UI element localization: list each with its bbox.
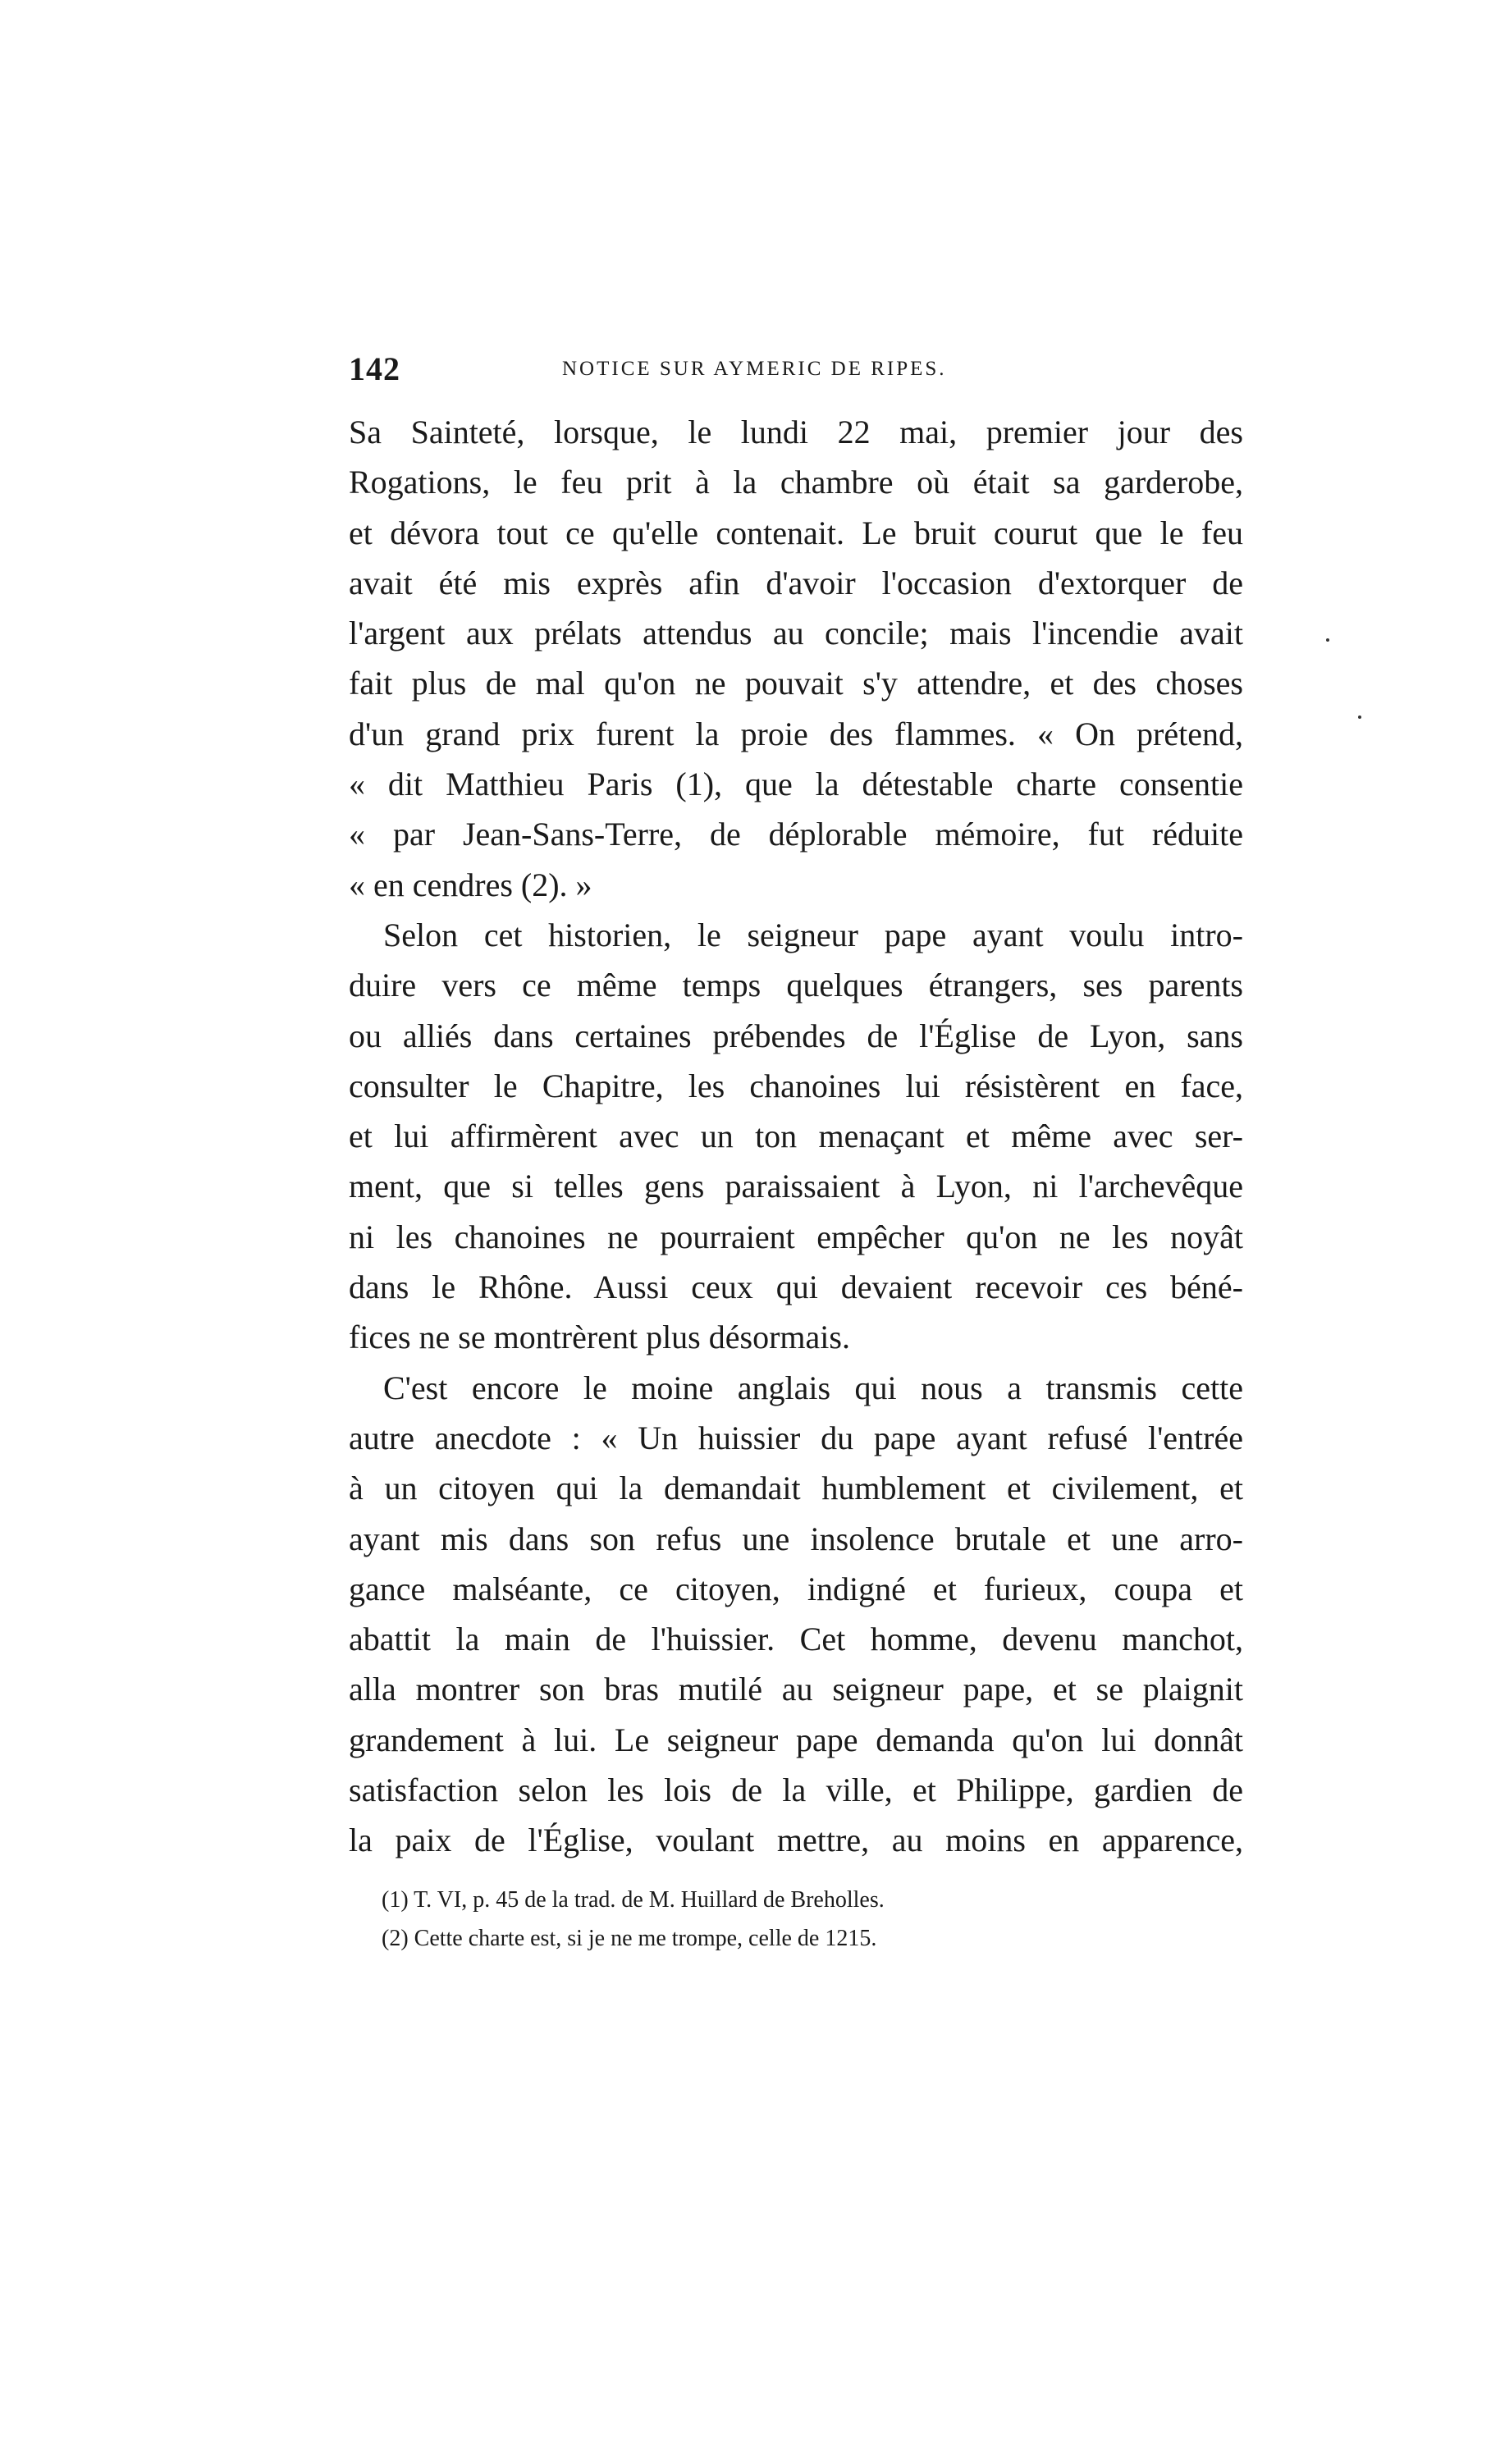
margin-speck bbox=[1358, 715, 1361, 719]
footnote-2: (2) Cette charte est, si je ne me trompe, celle de 1215. bbox=[382, 1926, 877, 1951]
text-line: ni les chanoines ne pourraient empêcher qu'on ne les noyât bbox=[349, 1218, 1243, 1255]
margin-speck bbox=[1326, 638, 1329, 642]
body-text bbox=[349, 407, 1243, 1866]
text-line: avait été mis exprès afin d'avoir l'occasion d'extorquer de bbox=[349, 564, 1243, 601]
page-header bbox=[349, 350, 1251, 399]
text-line: et lui affirmèrent avec un ton menaçant et même avec ser- bbox=[349, 1118, 1243, 1155]
text-line: Sa Sainteté, lorsque, le lundi 22 mai, premier jour des bbox=[349, 414, 1243, 450]
text-line: d'un grand prix furent la proie des flammes. « On prétend, bbox=[349, 715, 1243, 752]
text-line: autre anecdote : « Un huissier du pape ayant refusé l'entrée bbox=[349, 1419, 1243, 1456]
text-line: ou alliés dans certaines prébendes de l'Église de Lyon, sans bbox=[349, 1017, 1243, 1054]
text-line: « dit Matthieu Paris (1), que la détestable charte consentie bbox=[349, 766, 1243, 803]
text-line: Selon cet historien, le seigneur pape ayant voulu intro- bbox=[383, 916, 1243, 953]
text-line: grandement à lui. Le seigneur pape demanda qu'on lui donnât bbox=[349, 1721, 1243, 1758]
text-line: abattit la main de l'huissier. Cet homme, devenu manchot, bbox=[349, 1621, 1243, 1658]
text-line: ayant mis dans son refus une insolence brutale et une arro- bbox=[349, 1520, 1243, 1557]
text-line: « en cendres (2). » bbox=[349, 866, 592, 903]
text-line: « par Jean-Sans-Terre, de déplorable mémoire, fut réduite bbox=[349, 816, 1243, 853]
text-line: duire vers ce même temps quelques étrangers, ses parents bbox=[349, 967, 1243, 1004]
text-line: consulter le Chapitre, les chanoines lui résistèrent en face, bbox=[349, 1067, 1243, 1104]
text-line: alla montrer son bras mutilé au seigneur pape, et se plaignit bbox=[349, 1671, 1243, 1708]
text-line: Rogations, le feu prit à la chambre où était sa garderobe, bbox=[349, 464, 1243, 501]
text-line: et dévora tout ce qu'elle contenait. Le bruit courut que le feu bbox=[349, 514, 1243, 551]
text-line: fait plus de mal qu'on ne pouvait s'y attendre, et des choses bbox=[349, 665, 1243, 702]
running-head: NOTICE SUR AYMERIC DE RIPES. bbox=[562, 358, 947, 380]
text-line: à un citoyen qui la demandait humblement et civilement, et bbox=[349, 1470, 1243, 1507]
text-line: la paix de l'Église, voulant mettre, au moins en apparence, bbox=[349, 1822, 1243, 1859]
text-line: dans le Rhône. Aussi ceux qui devaient recevoir ces béné- bbox=[349, 1269, 1243, 1306]
text-line: ment, que si telles gens paraissaient à Lyon, ni l'archevêque bbox=[349, 1168, 1243, 1205]
text-line: gance malséante, ce citoyen, indigné et furieux, coupa et bbox=[349, 1570, 1243, 1607]
text-line: l'argent aux prélats attendus au concile; mais l'incendie avait bbox=[349, 615, 1243, 652]
page-number: 142 bbox=[349, 350, 400, 387]
text-line: satisfaction selon les lois de la ville, et Philippe, gardien de bbox=[349, 1771, 1243, 1809]
footnotes bbox=[382, 1881, 1161, 1958]
text-line: C'est encore le moine anglais qui nous a transmis cette bbox=[383, 1369, 1243, 1406]
text-line: fices ne se montrèrent plus désormais. bbox=[349, 1319, 850, 1356]
footnote-1: (1) T. VI, p. 45 de la trad. de M. Huillard de Breholles. bbox=[382, 1887, 885, 1913]
